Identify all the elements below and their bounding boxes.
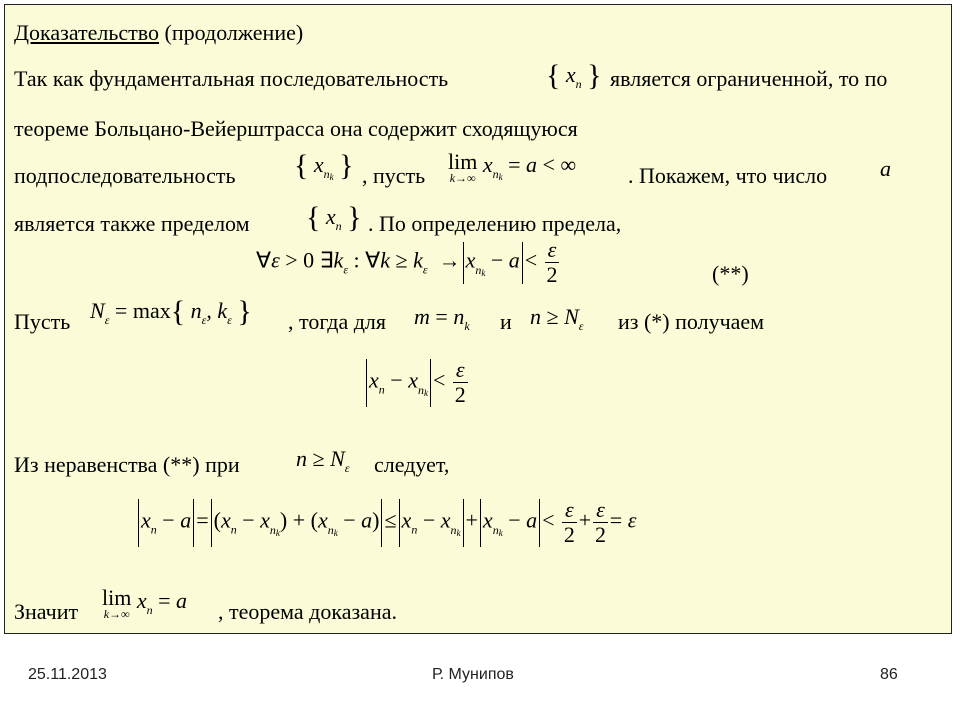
formula-seq-xn-2: { $x_n$ } xyxy=(306,201,362,234)
text-line3-c: . Покажем, что число xyxy=(628,163,828,188)
heading-underlined: Доказательство xyxy=(14,20,160,45)
slide-heading xyxy=(14,20,303,46)
formula-cauchy: $x_n - x_{nk}$ < $\frac{\varepsilon}{2}$ xyxy=(364,358,470,407)
text-para3-b: следует, xyxy=(374,452,450,477)
formula-main-inequality: $x_n - a = (x_n - x_{nk}) + (x_{nk} - a) \le x_n - x_{nk} + x_{nk} - a$ < $\frac{\varepsilon}{2}$ + $\frac{\varepsilon}{2}$ = ε xyxy=(136,498,636,547)
text-para2-b: , тогда для xyxy=(288,309,387,334)
text-line3-b: , пусть xyxy=(362,163,426,188)
text-para4-b: , теорема доказана. xyxy=(218,599,397,624)
text-line1-a: Так как фундаментальная последовательность xyxy=(14,66,449,91)
text-line2: теореме Больцано-Вейерштрасса она содержит сходящуюся xyxy=(14,116,578,141)
heading-rest: (продолжение) xyxy=(159,20,304,45)
text-para3-a: Из неравенства (**) при xyxy=(14,452,240,477)
label-star2: (**) xyxy=(712,261,749,286)
text-line4-b: . По определению предела, xyxy=(368,211,622,236)
text-para2-a: Пусть xyxy=(14,309,71,334)
formula-n-ge-N: $n \ge N_\varepsilon$ xyxy=(530,304,584,333)
formula-limit-definition: ∀ε > 0 $\exists k_\varepsilon$ : ∀k ≥ $k_\varepsilon \to x_{nk} - a$ < $\frac{\varepsilon}{2}$ xyxy=(256,237,558,287)
formula-N-max: $N_\varepsilon = \max${ $n_\varepsilon$, $k_\varepsilon$ } xyxy=(90,295,252,328)
text-line4-a: является также пределом xyxy=(14,211,250,236)
footer-author: Р. Мунипов xyxy=(432,666,514,683)
formula-n-ge-N-2: $n \ge N_\varepsilon$ xyxy=(296,446,350,475)
formula-subseq: { $x_{nk}$ } xyxy=(294,149,354,182)
formula-m-eq-nk: $m = n_k$ xyxy=(414,304,470,333)
footer-date: 25.11.2013 xyxy=(28,666,107,683)
formula-lim-xnk: lim k→∞ $x_{nk} = a$ < ∞ xyxy=(448,149,577,185)
formula-a: a xyxy=(880,156,891,181)
text-para4-a: Значит xyxy=(14,599,79,624)
text-line1-b: является ограниченной, то по xyxy=(610,66,888,91)
formula-lim-xn: lim k→∞ $x_n = a$ xyxy=(102,585,188,621)
footer-page-number: 86 xyxy=(880,666,898,683)
text-line3-a: подпоследовательность xyxy=(14,163,236,188)
text-para2-c: и xyxy=(500,309,512,334)
formula-seq-xn: { $x_n$ } xyxy=(546,59,602,92)
text-para2-d: из (*) получаем xyxy=(618,309,765,334)
